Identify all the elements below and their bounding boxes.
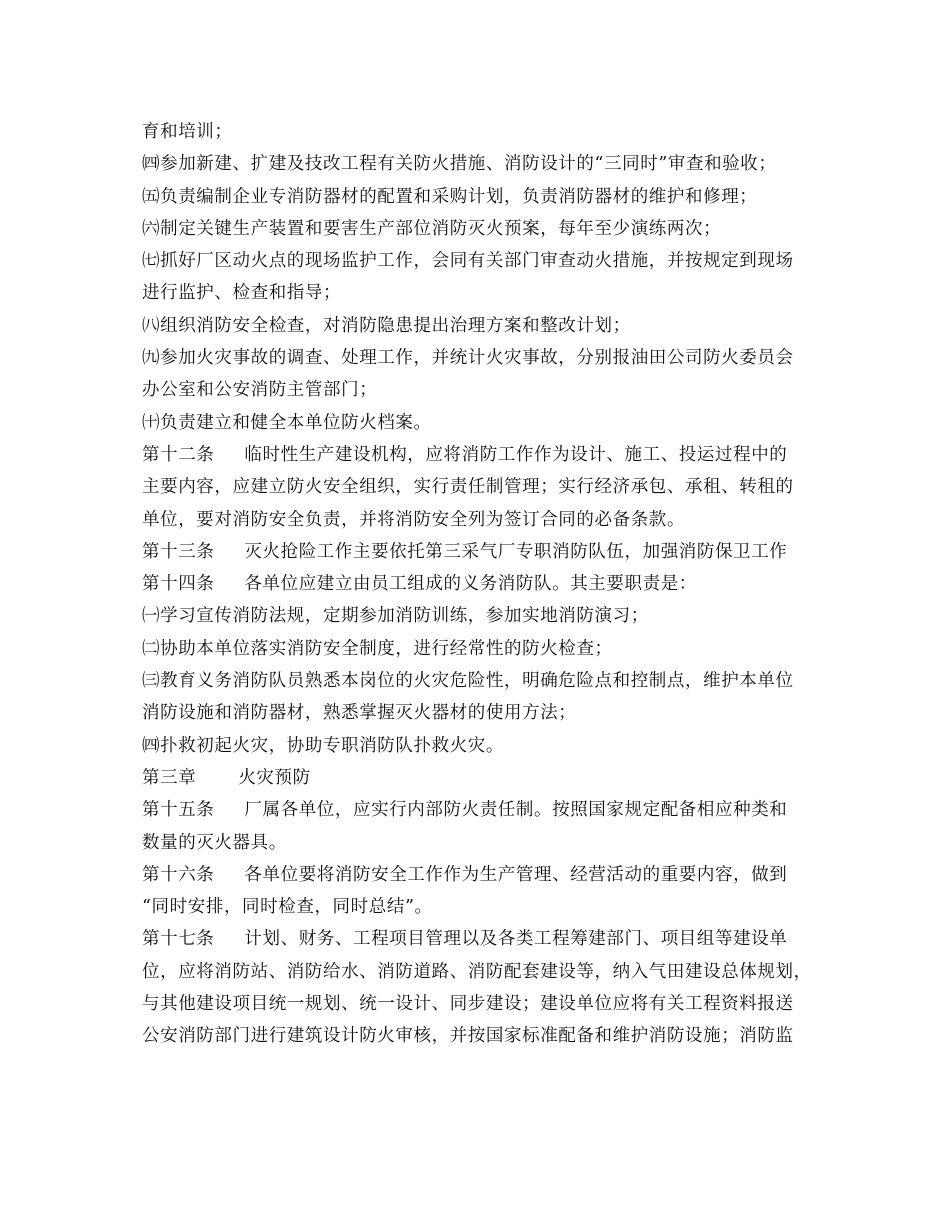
text-line: 与其他建设项目统一规划、统一设计、同步建设；建设单位应将有关工程资料报送 <box>142 994 794 1015</box>
article-text: 各单位要将消防安全工作作为生产管理、经营活动的重要内容，做到 <box>244 864 788 885</box>
article-label: 第十二条 <box>142 444 215 465</box>
text-line: 公安消防部门进行建筑设计防火审核，并按国家标准配备和维护消防设施；消防监 <box>142 1026 794 1047</box>
article-label: 第十七条 <box>142 929 215 950</box>
text-line: 单位，要对消防安全负责，并将消防安全列为签订合同的必备条款。 <box>142 509 685 530</box>
text-line: 数量的灭火器具。 <box>142 832 287 853</box>
article-12 <box>142 439 822 471</box>
text-line: ㈩负责建立和健全本单位防火档案。 <box>142 412 432 433</box>
chapter-label: 第三章 <box>142 767 197 788</box>
text-line: 位，应将消防站、消防给水、消防道路、消防配套建设等，纳入气田建设总体规划， <box>142 961 812 982</box>
article-13 <box>142 536 822 568</box>
chapter-title: 火灾预防 <box>238 767 311 788</box>
text-line: 办公室和公安消防主管部门； <box>142 380 378 401</box>
text-line: ㈨参加火灾事故的调查、处理工作，并统计火灾事故，分别报油田公司防火委员会 <box>142 348 794 369</box>
text-line: ㈦抓好厂区动火点的现场监护工作，会同有关部门审查动火措施，并按规定到现场 <box>142 251 794 272</box>
text-line: 育和培训； <box>142 122 233 142</box>
list-item: ㈡协助本单位落实消防安全制度，进行经常性的防火检查； <box>142 638 613 659</box>
article-label: 第十四条 <box>142 574 215 595</box>
article-15 <box>142 794 822 826</box>
list-item: ㈠学习宣传消防法规，定期参加消防训练，参加实地消防演习； <box>142 606 649 627</box>
chapter-heading <box>142 762 822 794</box>
text-line: 进行监护、检查和指导； <box>142 283 342 304</box>
article-text: 灭火抢险工作主要依托第三采气厂专职消防队伍，加强消防保卫工作 <box>244 541 788 562</box>
article-17 <box>142 923 822 955</box>
article-label: 第十三条 <box>142 541 215 562</box>
text-line: ㈥制定关键生产装置和要害生产部位消防灭火预案，每年至少演练两次； <box>142 218 722 239</box>
article-text: 计划、财务、工程项目管理以及各类工程筹建部门、项目组等建设单 <box>244 929 788 950</box>
list-item: ㈢教育义务消防队员熟悉本岗位的火灾危险性，明确危险点和控制点，维护本单位 <box>142 671 794 692</box>
text-line: “同时安排，同时检查，同时总结”。 <box>142 897 433 918</box>
text-line: ㈧组织消防安全检查，对消防隐患提出治理方案和整改计划； <box>142 315 631 336</box>
article-text: 厂属各单位，应实行内部防火责任制。按照国家规定配备相应种类和 <box>244 800 788 821</box>
text-line: ㈣参加新建、扩建及技改工程有关防火措施、消防设计的“三同时”审查和验收； <box>142 154 777 175</box>
article-text: 临时性生产建设机构，应将消防工作作为设计、施工、投运过程中的 <box>244 444 788 465</box>
article-14 <box>142 568 822 600</box>
list-item: 消防设施和消防器材，熟悉掌握灭火器材的使用方法； <box>142 703 577 724</box>
article-label: 第十五条 <box>142 800 215 821</box>
text-line: 主要内容，应建立防火安全组织，实行责任制管理；实行经济承包、承租、转租的 <box>142 477 794 498</box>
text-line: ㈤负责编制企业专消防器材的配置和采购计划，负责消防器材的维护和修理； <box>142 186 758 207</box>
article-text: 各单位应建立由员工组成的义务消防队。其主要职责是： <box>244 574 697 595</box>
document-body <box>142 116 822 1053</box>
article-label: 第十六条 <box>142 864 215 885</box>
list-item: ㈣扑救初起火灾，协助专职消防队扑救火灾。 <box>142 735 504 756</box>
article-16 <box>142 859 822 891</box>
